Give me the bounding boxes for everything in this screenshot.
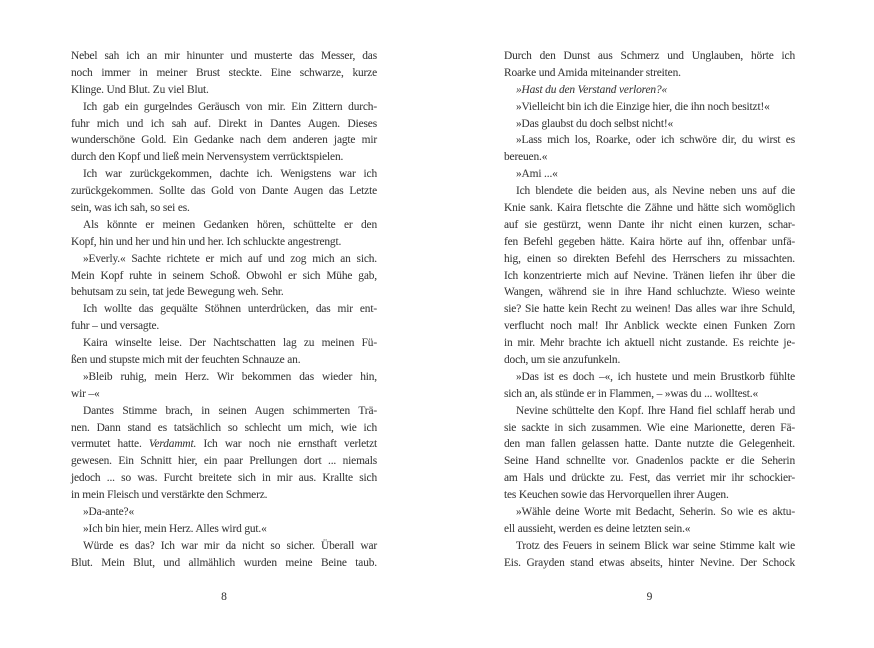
text-line: in mir. Mehr brachte ich aktuell nicht zustande. Es reichte je- (504, 337, 795, 350)
text-line: Wangen, während sie in ihre Hand schluchzte. Wieso weinte (504, 286, 795, 299)
text-line: Nevine schüttelte den Kopf. Ihre Hand fiel schlaff herab und (516, 404, 795, 417)
text-line: tes Keuchen sowie das Hervorquellen ihrer Augen. (504, 489, 729, 502)
text-line: sein, was ich sah, so sei es. (71, 202, 190, 215)
text-line: Ich wollte das gequälte Stöhnen unterdrücken, das mir ent- (83, 303, 377, 316)
text-line: behutsam zu sein, tat jede Bewegung weh. Sehr. (71, 286, 284, 299)
text-line: Kaira winselte leise. Der Nachtschatten lag zu meinen Fü- (83, 337, 377, 350)
text-line: auf sie gestürzt, wenn Dante ihr nicht einen kurzen, schar- (504, 218, 795, 231)
text-line: »Everly.« Sachte richtete er mich auf und zog mich an sich. (83, 252, 377, 265)
text-line: Nebel sah ich an mir hinunter und musterte das Messer, das (71, 50, 377, 62)
text-line: Eis. Grayden stand etwas abseits, hinter Nevine. Der Schock (504, 556, 795, 569)
text-line: Kopf, hin und her und hin und her. Ich schluckte angestrengt. (71, 235, 342, 248)
text-line: ßen und stupste mich mit der feuchten Schnauze an. (71, 354, 301, 367)
text-line: »Bleib ruhig, mein Herz. Wir bekommen das wieder hin, (83, 370, 377, 383)
text-line: »Wähle deine Worte mit Bedacht, Seherin. So wie es aktu- (516, 506, 795, 519)
text-line: sich an, als stünde er in Flammen, – »was du ... wolltest.« (504, 387, 759, 400)
text-line: fen Befehl gegeben hätte. Kaira hörte auf ihn, offenbar unfä- (504, 235, 795, 248)
text-line: den man fallen gelassen hatte. Dante nutzte die Gelegenheit. (504, 438, 795, 451)
text-line: ell aussieht, werden es deine letzten sein.« (504, 522, 691, 535)
text-line: »Vielleicht bin ich die Einzige hier, die ihn noch besitzt!« (516, 100, 770, 113)
text-line: Seine Hand schnellte vor. Gnadenlos packte er die Seherin (504, 455, 795, 468)
text-line: sie? Sie hatte kein Recht zu weinen! Das alles war ihre Schuld, (504, 303, 795, 316)
text-line: doch, um sie anzufunkeln. (504, 354, 621, 367)
text-line: wir –« (71, 387, 100, 400)
text-line: »Ich bin hier, mein Herz. Alles wird gut.« (83, 522, 267, 535)
text-line: Dantes Stimme brach, in seinen Augen schimmerten Trä- (83, 404, 377, 417)
text-line: fuhr mich und ich sah auf. Direkt in Dantes Augen. Dieses (71, 117, 377, 130)
text-line: Ich blendete die beiden aus, als Nevine neben uns auf die (516, 185, 795, 198)
text-line: Durch den Dunst aus Schmerz und Unglauben, hörte ich (504, 50, 795, 62)
text-line: Ich gab ein gurgelndes Geräusch von mir. Ein Zittern durch- (83, 100, 377, 113)
text-line: fuhr – und versagte. (71, 320, 160, 333)
text-line: »Das glaubst du doch selbst nicht!« (516, 117, 674, 130)
text-line: hig, einen so direkten Befehl des Herrschers zu missachten. (504, 252, 795, 265)
page-left-text (71, 48, 377, 572)
text-line: vermutet hatte. Verdammt. Ich war noch nie ernsthaft verletzt (71, 438, 377, 451)
text-line: »Ami ...« (516, 168, 558, 181)
text-line: »Das ist es doch –«, ich hustete und mein Brustkorb fühlte (516, 370, 795, 383)
text-line: in mein Fleisch und verstärkte den Schmerz. (71, 489, 268, 502)
page-number-left: 8 (221, 591, 227, 603)
text-line: »Hast du den Verstand verloren?« (516, 83, 668, 96)
text-line: am Hals und drückte zu. Fest, das verriet mir ihr schockier- (504, 472, 795, 485)
text-line: bereuen.« (504, 151, 548, 164)
text-line: Knie sank. Kaira fletschte die Zähne und hätte sich womöglich (504, 202, 795, 215)
text-line: Würde es das? Ich war mir da nicht so sicher. Überall war (83, 539, 377, 552)
text-line: Ich konzentrierte mich auf Nevine. Tränen liefen ihr über die (504, 269, 795, 282)
text-line: verflucht noch mal! Ihr Anblick weckte einen Funken Zorn (504, 320, 795, 333)
page-left (71, 48, 377, 603)
page-number-right: 9 (646, 591, 653, 603)
text-line: sie sackte in sich zusammen. Wie eine Marionette, deren Fä- (504, 421, 795, 434)
text-line: »Lass mich los, Roarke, oder ich schwöre dir, du wirst es (516, 134, 795, 147)
text-line: Trotz des Feuers in seinem Blick war seine Stimme kalt wie (516, 539, 795, 552)
text-line: durch den Kopf und ließ mein Nervensystem verrücktspielen. (71, 151, 344, 164)
text-line: Klinge. Und Blut. Zu viel Blut. (71, 83, 209, 96)
text-line: Mein Kopf ruhte in seinem Schoß. Obwohl er sich Mühe gab, (71, 269, 377, 282)
text-line: Ich war zurückgekommen, dachte ich. Wenigstens war ich (83, 168, 377, 181)
text-line: Als könnte er meinen Gedanken hören, schüttelte er den (83, 218, 377, 231)
text-line: zurückgekommen. Sollte das Gold von Dante Augen das Letzte (71, 185, 377, 198)
text-line: jedoch ... so was. Furcht breitete sich in mir aus. Krallte sich (71, 472, 377, 485)
text-line: nen. Dann stand es tatsächlich so schlecht um mich, wie ich (71, 421, 377, 434)
page-right-text (504, 48, 795, 572)
text-line: wunderschöne Gold. Ein Gedanke nach dem anderen jagte mir (71, 134, 377, 147)
page-right (504, 48, 795, 603)
text-line: »Da-ante?« (83, 506, 134, 519)
text-line: noch immer in meiner Brust steckte. Eine schwarze, kurze (71, 66, 377, 79)
text-line: Blut. Mein Blut, und allmählich wurden meine Beine taub. (71, 556, 377, 569)
text-line: Roarke und Amida miteinander streiten. (504, 66, 681, 79)
text-line: gewesen. Ein Schnitt hier, ein paar Prellungen dort ... niemals (71, 455, 377, 468)
